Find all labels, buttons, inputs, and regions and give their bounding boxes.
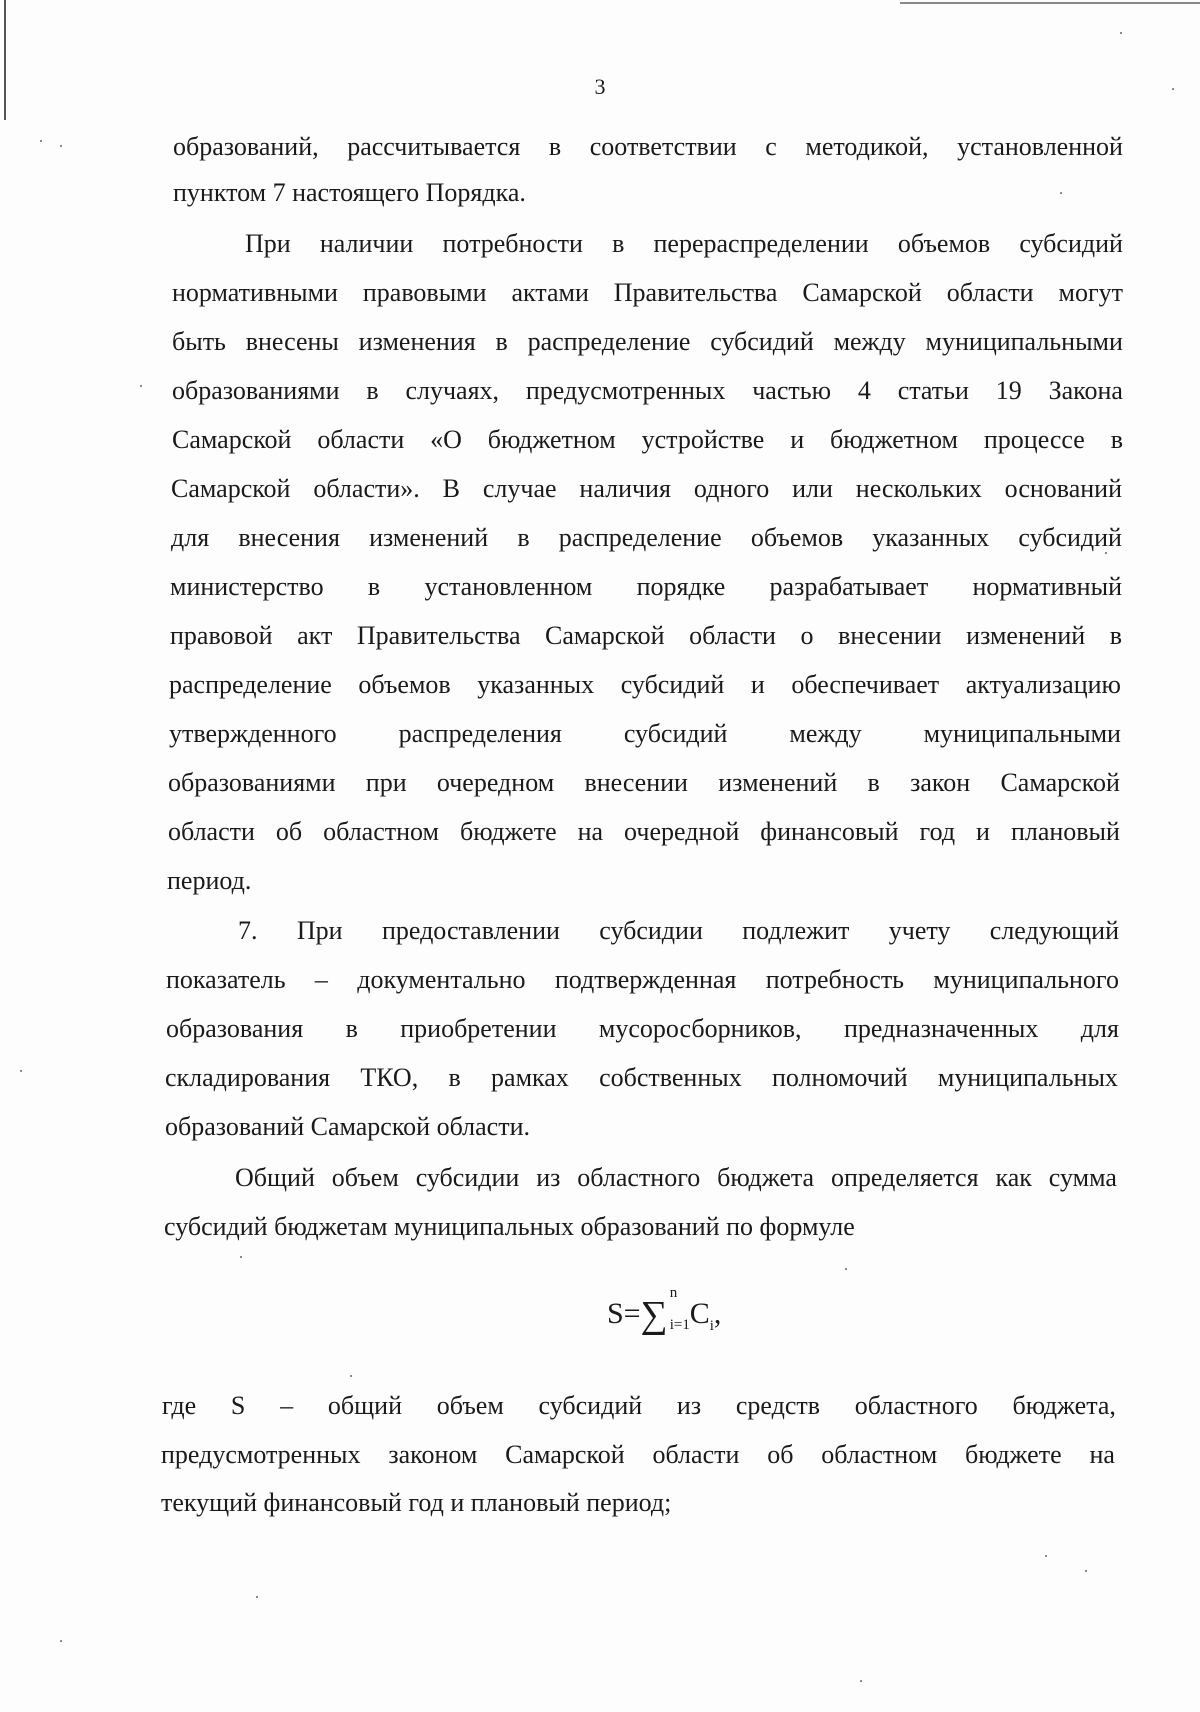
word: образованиями — [168, 768, 336, 797]
word: из — [536, 1163, 561, 1192]
word: собственных — [599, 1063, 742, 1092]
text-line — [162, 1393, 1116, 1419]
word: предназначенных — [843, 1014, 1039, 1043]
scan-speck — [60, 145, 62, 147]
formula-term: C — [689, 1297, 710, 1330]
word: муниципальными — [923, 719, 1121, 748]
word: наличия — [579, 474, 671, 503]
text-line: образований Самарской области. — [165, 1112, 530, 1141]
word: очередном — [436, 768, 555, 797]
scan-speck — [1120, 32, 1122, 34]
scan-edge-artifact — [4, 0, 6, 120]
word: потребность — [765, 965, 905, 994]
word: муниципальных — [937, 1063, 1118, 1092]
scan-speck — [60, 1640, 62, 1642]
text-line — [169, 672, 1121, 698]
scan-speck — [1105, 552, 1107, 554]
text-line — [173, 134, 1123, 160]
word: муниципальными — [925, 327, 1123, 356]
word: перераспределении — [653, 229, 869, 258]
word: предоставлении — [381, 916, 560, 945]
word: в — [517, 523, 530, 552]
word: субсидии — [599, 916, 703, 945]
word: средств — [735, 1391, 821, 1420]
text-line — [168, 819, 1120, 845]
word: ТКО, — [360, 1063, 419, 1092]
word: законом — [388, 1440, 478, 1469]
text-line — [169, 721, 1121, 747]
word: министерство — [170, 572, 324, 601]
word: документально — [357, 965, 526, 994]
scan-speck — [240, 1256, 242, 1258]
word: где — [162, 1391, 197, 1420]
text-line — [171, 476, 1122, 502]
text-line — [166, 967, 1119, 993]
word: Правительства — [356, 621, 521, 650]
word: При — [245, 229, 291, 258]
scan-speck — [40, 140, 42, 142]
word: для — [171, 523, 210, 552]
formula-lhs: S= — [607, 1297, 641, 1330]
word: подлежит — [742, 916, 850, 945]
word: из — [676, 1391, 702, 1420]
word: 19 — [995, 376, 1022, 405]
word: наличии — [319, 229, 414, 258]
text-line: текущий финансовый год и плановый период; — [161, 1488, 672, 1517]
word: установленном — [424, 572, 593, 601]
word: распределение — [558, 523, 722, 552]
word: предусмотренных — [161, 1440, 361, 1469]
word: методикой, — [805, 132, 929, 161]
sum-formula — [607, 1285, 722, 1337]
word: области — [168, 817, 255, 846]
word: Самарской — [802, 278, 922, 307]
word: закон — [910, 768, 971, 797]
word: объемов — [897, 229, 991, 258]
text-line — [170, 574, 1122, 600]
word: в — [1109, 621, 1122, 650]
text-line — [170, 623, 1122, 649]
word: нормативный — [972, 572, 1122, 601]
text-line: субсидий бюджетам муниципальных образований по формуле — [164, 1212, 855, 1241]
word: установленной — [957, 132, 1123, 161]
word: в — [1110, 425, 1123, 454]
word: между — [833, 327, 906, 356]
word: мусоросборников, — [598, 1014, 802, 1043]
word: рассчитывается — [347, 132, 521, 161]
word: бюджетном — [487, 425, 616, 454]
word: в — [548, 132, 562, 161]
word: – — [314, 965, 328, 994]
word: нескольких — [855, 474, 982, 503]
word: в — [345, 1014, 358, 1043]
word: области». — [313, 474, 420, 503]
text-line: пунктом 7 настоящего Порядка. — [173, 178, 526, 207]
word: в — [612, 229, 625, 258]
scan-speck — [1060, 192, 1062, 194]
word: о — [800, 621, 814, 650]
word: подтвержденная — [554, 965, 737, 994]
word: областного — [577, 1163, 701, 1192]
word: распределения — [398, 719, 562, 748]
word: субсидий — [1018, 523, 1122, 552]
word: субсидий — [1019, 229, 1123, 258]
word: приобретении — [400, 1014, 557, 1043]
word: в — [367, 572, 381, 601]
word: складирования — [165, 1063, 331, 1092]
word: очередной — [624, 817, 740, 846]
word: «О — [430, 425, 462, 454]
word: объем — [331, 1163, 399, 1192]
word: между — [789, 719, 862, 748]
word: быть — [172, 327, 226, 356]
word: статьи — [897, 376, 969, 405]
scan-speck — [256, 1596, 258, 1598]
word: полномочий — [771, 1063, 908, 1092]
word: субсидии — [415, 1163, 520, 1192]
word: изменения — [358, 327, 476, 356]
word: и — [976, 817, 990, 846]
text-line — [166, 1016, 1119, 1042]
word: муниципального — [933, 965, 1119, 994]
word: объемов — [358, 670, 451, 699]
word: изменений — [369, 523, 489, 552]
text-line — [165, 1065, 1118, 1091]
word: или — [792, 474, 833, 503]
word: могут — [1058, 278, 1123, 307]
word: изменений — [966, 621, 1086, 650]
word: правовой — [170, 621, 273, 650]
word: в — [448, 1063, 461, 1092]
word: для — [1080, 1014, 1119, 1043]
word: учету — [888, 916, 951, 945]
formula-term-index: i — [709, 1318, 714, 1334]
sum-limits — [668, 1285, 690, 1333]
word: с — [765, 132, 777, 161]
text-line — [172, 378, 1123, 404]
word: объем — [436, 1391, 504, 1420]
word: при — [365, 768, 407, 797]
word: областного — [854, 1391, 978, 1420]
word: объемов — [750, 523, 844, 552]
word: Закона — [1048, 376, 1123, 405]
word: частью — [752, 376, 832, 405]
word: При — [296, 916, 343, 945]
word: субсидий — [623, 719, 728, 748]
word: субсидий — [620, 670, 725, 699]
word: на — [577, 817, 604, 846]
word: предусмотренных — [525, 376, 726, 405]
word: Самарской — [1000, 768, 1120, 797]
word: области — [689, 621, 776, 650]
word: субсидий — [710, 327, 814, 356]
word: Самарской — [545, 621, 665, 650]
word: актами — [511, 278, 589, 307]
word: оснований — [1004, 474, 1122, 503]
scan-speck — [1172, 88, 1174, 90]
word: рамках — [491, 1063, 569, 1092]
word: внесении — [838, 621, 942, 650]
text-line — [171, 525, 1122, 551]
word: распределение — [169, 670, 332, 699]
scan-speck — [350, 1375, 352, 1377]
text-line — [245, 231, 1123, 257]
word: области — [652, 1440, 740, 1469]
word: об — [275, 817, 303, 846]
word: В — [442, 474, 460, 503]
word: соответствии — [589, 132, 737, 161]
word: год — [919, 817, 956, 846]
word: порядке — [636, 572, 726, 601]
scan-speck — [20, 1070, 22, 1072]
scan-edge-artifact — [900, 2, 1200, 4]
formula-comma: , — [713, 1297, 722, 1330]
scan-speck — [860, 1680, 862, 1682]
word: указанных — [872, 523, 990, 552]
word: Правительства — [613, 278, 778, 307]
scan-speck — [845, 1268, 847, 1270]
word: как — [995, 1163, 1032, 1192]
word: S — [230, 1391, 246, 1420]
word: области — [946, 278, 1034, 307]
sum-lower-limit: i=1 — [669, 1317, 690, 1333]
word: 4 — [857, 376, 871, 405]
word: в — [867, 768, 880, 797]
word: бюджетном — [830, 425, 958, 454]
text-line — [172, 280, 1123, 306]
word: обеспечивает — [791, 670, 940, 699]
word: Самарской — [172, 425, 292, 454]
word: Самарской — [171, 474, 291, 503]
word: образования — [166, 1014, 304, 1043]
word: актуализацию — [965, 670, 1121, 699]
word: на — [1089, 1440, 1115, 1469]
word: субсидий — [538, 1391, 643, 1420]
word: Самарской — [505, 1440, 625, 1469]
word: потребности — [442, 229, 583, 258]
scan-speck — [1045, 1555, 1047, 1557]
word: случаях, — [405, 376, 500, 405]
word: 7. — [238, 916, 258, 945]
sigma-symbol: ∑ — [640, 1294, 668, 1336]
word: и — [750, 670, 765, 699]
word: разрабатывает — [769, 572, 929, 601]
scan-speck — [140, 385, 142, 387]
word: в — [495, 327, 508, 356]
word: общий — [327, 1391, 402, 1420]
word: распределение — [527, 327, 691, 356]
text-line — [168, 770, 1120, 796]
word: внесения — [238, 523, 340, 552]
word: изменений — [718, 768, 838, 797]
word: внесены — [245, 327, 339, 356]
word: бюджета — [717, 1163, 815, 1192]
word: и — [790, 425, 805, 454]
word: определяется — [831, 1163, 979, 1192]
word: утвержденного — [169, 719, 337, 748]
word: – — [280, 1391, 294, 1420]
scan-speck — [1085, 1570, 1087, 1572]
word: процессе — [983, 425, 1085, 454]
word: образований, — [173, 132, 319, 161]
word: правовыми — [362, 278, 487, 307]
word: в — [366, 376, 379, 405]
word: плановый — [1010, 817, 1120, 846]
word: Общий — [235, 1163, 315, 1192]
text-line — [238, 918, 1119, 944]
sum-upper-limit: n — [669, 1285, 678, 1301]
word: акт — [297, 621, 333, 650]
word: сумма — [1048, 1163, 1117, 1192]
word: финансовый — [760, 817, 899, 846]
word: указанных — [477, 670, 595, 699]
word: бюджета, — [1012, 1391, 1116, 1420]
word: областном — [821, 1440, 938, 1469]
text-line — [172, 329, 1123, 355]
word: следующий — [989, 916, 1119, 945]
text-line — [172, 427, 1123, 453]
word: одного — [693, 474, 770, 503]
word: образованиями — [172, 376, 340, 405]
word: нормативными — [172, 278, 338, 307]
word: случае — [482, 474, 557, 503]
word: показатель — [166, 965, 286, 994]
text-line — [235, 1165, 1117, 1191]
text-line — [161, 1442, 1115, 1468]
word: внесении — [584, 768, 688, 797]
word: области — [317, 425, 405, 454]
word: бюджете — [964, 1440, 1062, 1469]
word: устройстве — [641, 425, 765, 454]
word: бюджете — [459, 817, 557, 846]
text-line: период. — [167, 866, 252, 895]
word: об — [767, 1440, 794, 1469]
page-number: 3 — [594, 74, 606, 99]
word: областном — [323, 817, 439, 846]
